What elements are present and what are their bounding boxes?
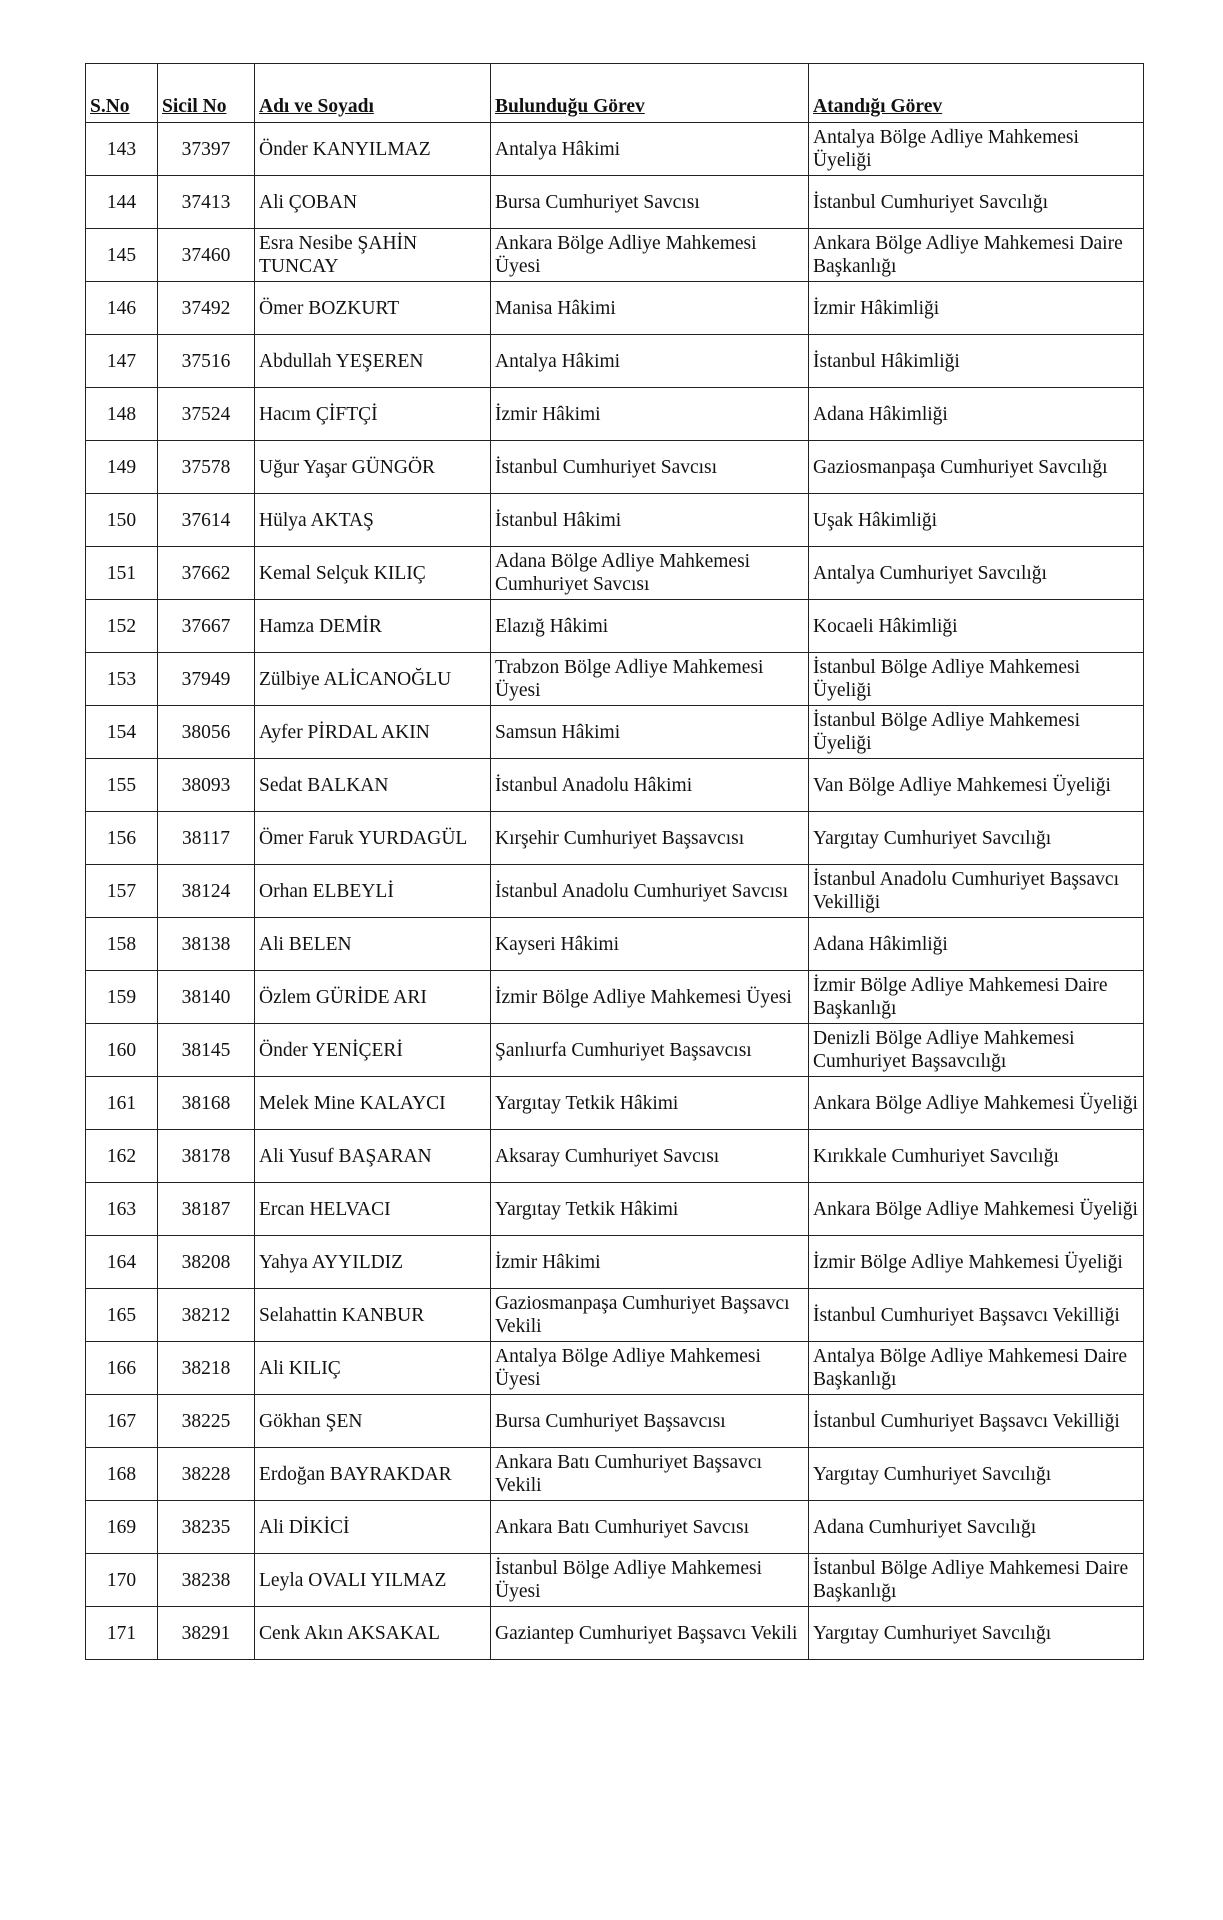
cell-bulundugu-gorev: Yargıtay Tetkik Hâkimi [491,1183,809,1236]
cell-sira-no: 165 [86,1289,158,1342]
cell-bulundugu-gorev: Aksaray Cumhuriyet Savcısı [491,1130,809,1183]
cell-sicil-no: 37397 [158,123,255,176]
cell-sicil-no: 38178 [158,1130,255,1183]
table-row [86,759,1144,812]
cell-sicil-no: 37667 [158,600,255,653]
cell-sira-no: 145 [86,229,158,282]
cell-bulundugu-gorev: Trabzon Bölge Adliye Mahkemesi Üyesi [491,653,809,706]
cell-adi-soyadi: Hamza DEMİR [255,600,491,653]
cell-sicil-no: 38138 [158,918,255,971]
table-row [86,388,1144,441]
cell-sira-no: 171 [86,1607,158,1660]
cell-bulundugu-gorev: İzmir Hâkimi [491,388,809,441]
table-row [86,1607,1144,1660]
appointment-table [85,63,1144,1660]
cell-atandigi-gorev: Yargıtay Cumhuriyet Savcılığı [809,1607,1144,1660]
header-adi-soyadi: Adı ve Soyadı [255,64,491,123]
cell-atandigi-gorev: İstanbul Bölge Adliye Mahkemesi Üyeliği [809,653,1144,706]
cell-bulundugu-gorev: Gaziantep Cumhuriyet Başsavcı Vekili [491,1607,809,1660]
cell-sira-no: 158 [86,918,158,971]
cell-sicil-no: 38291 [158,1607,255,1660]
cell-bulundugu-gorev: Gaziosmanpaşa Cumhuriyet Başsavcı Vekili [491,1289,809,1342]
cell-atandigi-gorev: İstanbul Cumhuriyet Savcılığı [809,176,1144,229]
table-body [86,123,1144,1660]
cell-bulundugu-gorev: Şanlıurfa Cumhuriyet Başsavcısı [491,1024,809,1077]
cell-adi-soyadi: Ali ÇOBAN [255,176,491,229]
cell-sicil-no: 38228 [158,1448,255,1501]
cell-sicil-no: 37524 [158,388,255,441]
table-header-row [86,64,1144,123]
cell-bulundugu-gorev: İstanbul Anadolu Cumhuriyet Savcısı [491,865,809,918]
cell-sicil-no: 37949 [158,653,255,706]
cell-sicil-no: 37516 [158,335,255,388]
cell-sicil-no: 38235 [158,1501,255,1554]
cell-sira-no: 155 [86,759,158,812]
cell-atandigi-gorev: İstanbul Cumhuriyet Başsavcı Vekilliği [809,1289,1144,1342]
cell-atandigi-gorev: İstanbul Bölge Adliye Mahkemesi Üyeliği [809,706,1144,759]
cell-adi-soyadi: Orhan ELBEYLİ [255,865,491,918]
table-row [86,441,1144,494]
cell-sira-no: 160 [86,1024,158,1077]
cell-sira-no: 156 [86,812,158,865]
cell-sira-no: 159 [86,971,158,1024]
cell-sira-no: 162 [86,1130,158,1183]
table-row [86,1130,1144,1183]
cell-sicil-no: 37492 [158,282,255,335]
cell-atandigi-gorev: Antalya Cumhuriyet Savcılığı [809,547,1144,600]
cell-sicil-no: 38225 [158,1395,255,1448]
cell-atandigi-gorev: İstanbul Bölge Adliye Mahkemesi Daire Başkanlığı [809,1554,1144,1607]
cell-sicil-no: 38093 [158,759,255,812]
cell-sicil-no: 37614 [158,494,255,547]
cell-atandigi-gorev: İstanbul Anadolu Cumhuriyet Başsavcı Vekilliği [809,865,1144,918]
cell-sira-no: 151 [86,547,158,600]
cell-atandigi-gorev: Adana Hâkimliği [809,918,1144,971]
table-row [86,971,1144,1024]
cell-adi-soyadi: Leyla OVALI YILMAZ [255,1554,491,1607]
cell-sicil-no: 38124 [158,865,255,918]
table-row [86,812,1144,865]
header-bulundugu-gorev: Bulunduğu Görev [491,64,809,123]
table-row [86,1554,1144,1607]
cell-adi-soyadi: Zülbiye ALİCANOĞLU [255,653,491,706]
cell-sira-no: 167 [86,1395,158,1448]
cell-adi-soyadi: Abdullah YEŞEREN [255,335,491,388]
cell-adi-soyadi: Uğur Yaşar GÜNGÖR [255,441,491,494]
cell-bulundugu-gorev: İstanbul Anadolu Hâkimi [491,759,809,812]
cell-sicil-no: 38218 [158,1342,255,1395]
cell-bulundugu-gorev: Bursa Cumhuriyet Savcısı [491,176,809,229]
cell-sira-no: 149 [86,441,158,494]
cell-bulundugu-gorev: Kayseri Hâkimi [491,918,809,971]
cell-adi-soyadi: Ali BELEN [255,918,491,971]
table-row [86,176,1144,229]
cell-sicil-no: 38187 [158,1183,255,1236]
cell-atandigi-gorev: Antalya Bölge Adliye Mahkemesi Daire Başkanlığı [809,1342,1144,1395]
cell-bulundugu-gorev: Samsun Hâkimi [491,706,809,759]
cell-sira-no: 148 [86,388,158,441]
cell-sira-no: 161 [86,1077,158,1130]
cell-sicil-no: 38056 [158,706,255,759]
cell-atandigi-gorev: Antalya Bölge Adliye Mahkemesi Üyeliği [809,123,1144,176]
table-row [86,282,1144,335]
cell-bulundugu-gorev: Antalya Hâkimi [491,123,809,176]
cell-bulundugu-gorev: Adana Bölge Adliye Mahkemesi Cumhuriyet Savcısı [491,547,809,600]
cell-atandigi-gorev: Adana Cumhuriyet Savcılığı [809,1501,1144,1554]
table-row [86,229,1144,282]
cell-sira-no: 154 [86,706,158,759]
appointment-list-document [85,63,1143,1660]
cell-adi-soyadi: Hacım ÇİFTÇİ [255,388,491,441]
cell-adi-soyadi: Ali KILIÇ [255,1342,491,1395]
cell-sicil-no: 37413 [158,176,255,229]
cell-bulundugu-gorev: Elazığ Hâkimi [491,600,809,653]
cell-adi-soyadi: Önder YENİÇERİ [255,1024,491,1077]
table-row [86,1024,1144,1077]
table-row [86,123,1144,176]
cell-bulundugu-gorev: İstanbul Hâkimi [491,494,809,547]
table-row [86,600,1144,653]
cell-atandigi-gorev: İzmir Bölge Adliye Mahkemesi Üyeliği [809,1236,1144,1289]
cell-bulundugu-gorev: Ankara Batı Cumhuriyet Savcısı [491,1501,809,1554]
cell-adi-soyadi: Erdoğan BAYRAKDAR [255,1448,491,1501]
cell-atandigi-gorev: Kocaeli Hâkimliği [809,600,1144,653]
cell-sira-no: 143 [86,123,158,176]
cell-sira-no: 170 [86,1554,158,1607]
cell-adi-soyadi: Kemal Selçuk KILIÇ [255,547,491,600]
cell-bulundugu-gorev: Ankara Bölge Adliye Mahkemesi Üyesi [491,229,809,282]
cell-sira-no: 164 [86,1236,158,1289]
cell-atandigi-gorev: Denizli Bölge Adliye Mahkemesi Cumhuriyet Başsavcılığı [809,1024,1144,1077]
cell-atandigi-gorev: Yargıtay Cumhuriyet Savcılığı [809,812,1144,865]
cell-bulundugu-gorev: Yargıtay Tetkik Hâkimi [491,1077,809,1130]
table-row [86,653,1144,706]
cell-sicil-no: 38117 [158,812,255,865]
table-row [86,918,1144,971]
cell-atandigi-gorev: Kırıkkale Cumhuriyet Savcılığı [809,1130,1144,1183]
cell-adi-soyadi: Esra Nesibe ŞAHİN TUNCAY [255,229,491,282]
cell-adi-soyadi: Ali Yusuf BAŞARAN [255,1130,491,1183]
header-atandigi-gorev: Atandığı Görev [809,64,1144,123]
cell-atandigi-gorev: Adana Hâkimliği [809,388,1144,441]
table-row [86,1183,1144,1236]
table-row [86,1395,1144,1448]
cell-atandigi-gorev: Gaziosmanpaşa Cumhuriyet Savcılığı [809,441,1144,494]
cell-atandigi-gorev: İstanbul Hâkimliği [809,335,1144,388]
cell-atandigi-gorev: İzmir Bölge Adliye Mahkemesi Daire Başkanlığı [809,971,1144,1024]
header-sicil-no: Sicil No [158,64,255,123]
cell-sicil-no: 38140 [158,971,255,1024]
cell-bulundugu-gorev: Manisa Hâkimi [491,282,809,335]
cell-adi-soyadi: Ömer BOZKURT [255,282,491,335]
cell-adi-soyadi: Melek Mine KALAYCI [255,1077,491,1130]
cell-sicil-no: 37578 [158,441,255,494]
table-row [86,1289,1144,1342]
table-row [86,1448,1144,1501]
cell-sicil-no: 38212 [158,1289,255,1342]
cell-atandigi-gorev: Yargıtay Cumhuriyet Savcılığı [809,1448,1144,1501]
cell-adi-soyadi: Hülya AKTAŞ [255,494,491,547]
header-sira-no: S.No [86,64,158,123]
cell-sicil-no: 38145 [158,1024,255,1077]
cell-sira-no: 166 [86,1342,158,1395]
table-row [86,1501,1144,1554]
cell-atandigi-gorev: Ankara Bölge Adliye Mahkemesi Daire Başkanlığı [809,229,1144,282]
cell-sicil-no: 37460 [158,229,255,282]
cell-sicil-no: 38208 [158,1236,255,1289]
cell-adi-soyadi: Cenk Akın AKSAKAL [255,1607,491,1660]
cell-atandigi-gorev: Ankara Bölge Adliye Mahkemesi Üyeliği [809,1077,1144,1130]
cell-sira-no: 168 [86,1448,158,1501]
cell-bulundugu-gorev: Bursa Cumhuriyet Başsavcısı [491,1395,809,1448]
cell-sira-no: 163 [86,1183,158,1236]
cell-atandigi-gorev: Uşak Hâkimliği [809,494,1144,547]
cell-sira-no: 157 [86,865,158,918]
cell-adi-soyadi: Selahattin KANBUR [255,1289,491,1342]
table-row [86,865,1144,918]
cell-sira-no: 147 [86,335,158,388]
cell-sicil-no: 38238 [158,1554,255,1607]
cell-bulundugu-gorev: İstanbul Bölge Adliye Mahkemesi Üyesi [491,1554,809,1607]
cell-sicil-no: 38168 [158,1077,255,1130]
cell-sicil-no: 37662 [158,547,255,600]
cell-bulundugu-gorev: İzmir Bölge Adliye Mahkemesi Üyesi [491,971,809,1024]
cell-adi-soyadi: Özlem GÜRİDE ARI [255,971,491,1024]
cell-sira-no: 152 [86,600,158,653]
cell-sira-no: 150 [86,494,158,547]
cell-bulundugu-gorev: Antalya Hâkimi [491,335,809,388]
table-row [86,335,1144,388]
cell-adi-soyadi: Ayfer PİRDAL AKIN [255,706,491,759]
table-row [86,1236,1144,1289]
cell-adi-soyadi: Gökhan ŞEN [255,1395,491,1448]
cell-adi-soyadi: Önder KANYILMAZ [255,123,491,176]
cell-adi-soyadi: Yahya AYYILDIZ [255,1236,491,1289]
cell-adi-soyadi: Ali DİKİCİ [255,1501,491,1554]
cell-atandigi-gorev: İstanbul Cumhuriyet Başsavcı Vekilliği [809,1395,1144,1448]
cell-bulundugu-gorev: Antalya Bölge Adliye Mahkemesi Üyesi [491,1342,809,1395]
cell-sira-no: 144 [86,176,158,229]
cell-sira-no: 146 [86,282,158,335]
table-row [86,706,1144,759]
cell-bulundugu-gorev: Kırşehir Cumhuriyet Başsavcısı [491,812,809,865]
cell-atandigi-gorev: Van Bölge Adliye Mahkemesi Üyeliği [809,759,1144,812]
cell-sira-no: 153 [86,653,158,706]
cell-adi-soyadi: Sedat BALKAN [255,759,491,812]
cell-bulundugu-gorev: Ankara Batı Cumhuriyet Başsavcı Vekili [491,1448,809,1501]
table-row [86,547,1144,600]
cell-atandigi-gorev: Ankara Bölge Adliye Mahkemesi Üyeliği [809,1183,1144,1236]
cell-adi-soyadi: Ömer Faruk YURDAGÜL [255,812,491,865]
cell-sira-no: 169 [86,1501,158,1554]
cell-bulundugu-gorev: İzmir Hâkimi [491,1236,809,1289]
table-row [86,1342,1144,1395]
table-row [86,1077,1144,1130]
cell-bulundugu-gorev: İstanbul Cumhuriyet Savcısı [491,441,809,494]
cell-adi-soyadi: Ercan HELVACI [255,1183,491,1236]
table-row [86,494,1144,547]
cell-atandigi-gorev: İzmir Hâkimliği [809,282,1144,335]
